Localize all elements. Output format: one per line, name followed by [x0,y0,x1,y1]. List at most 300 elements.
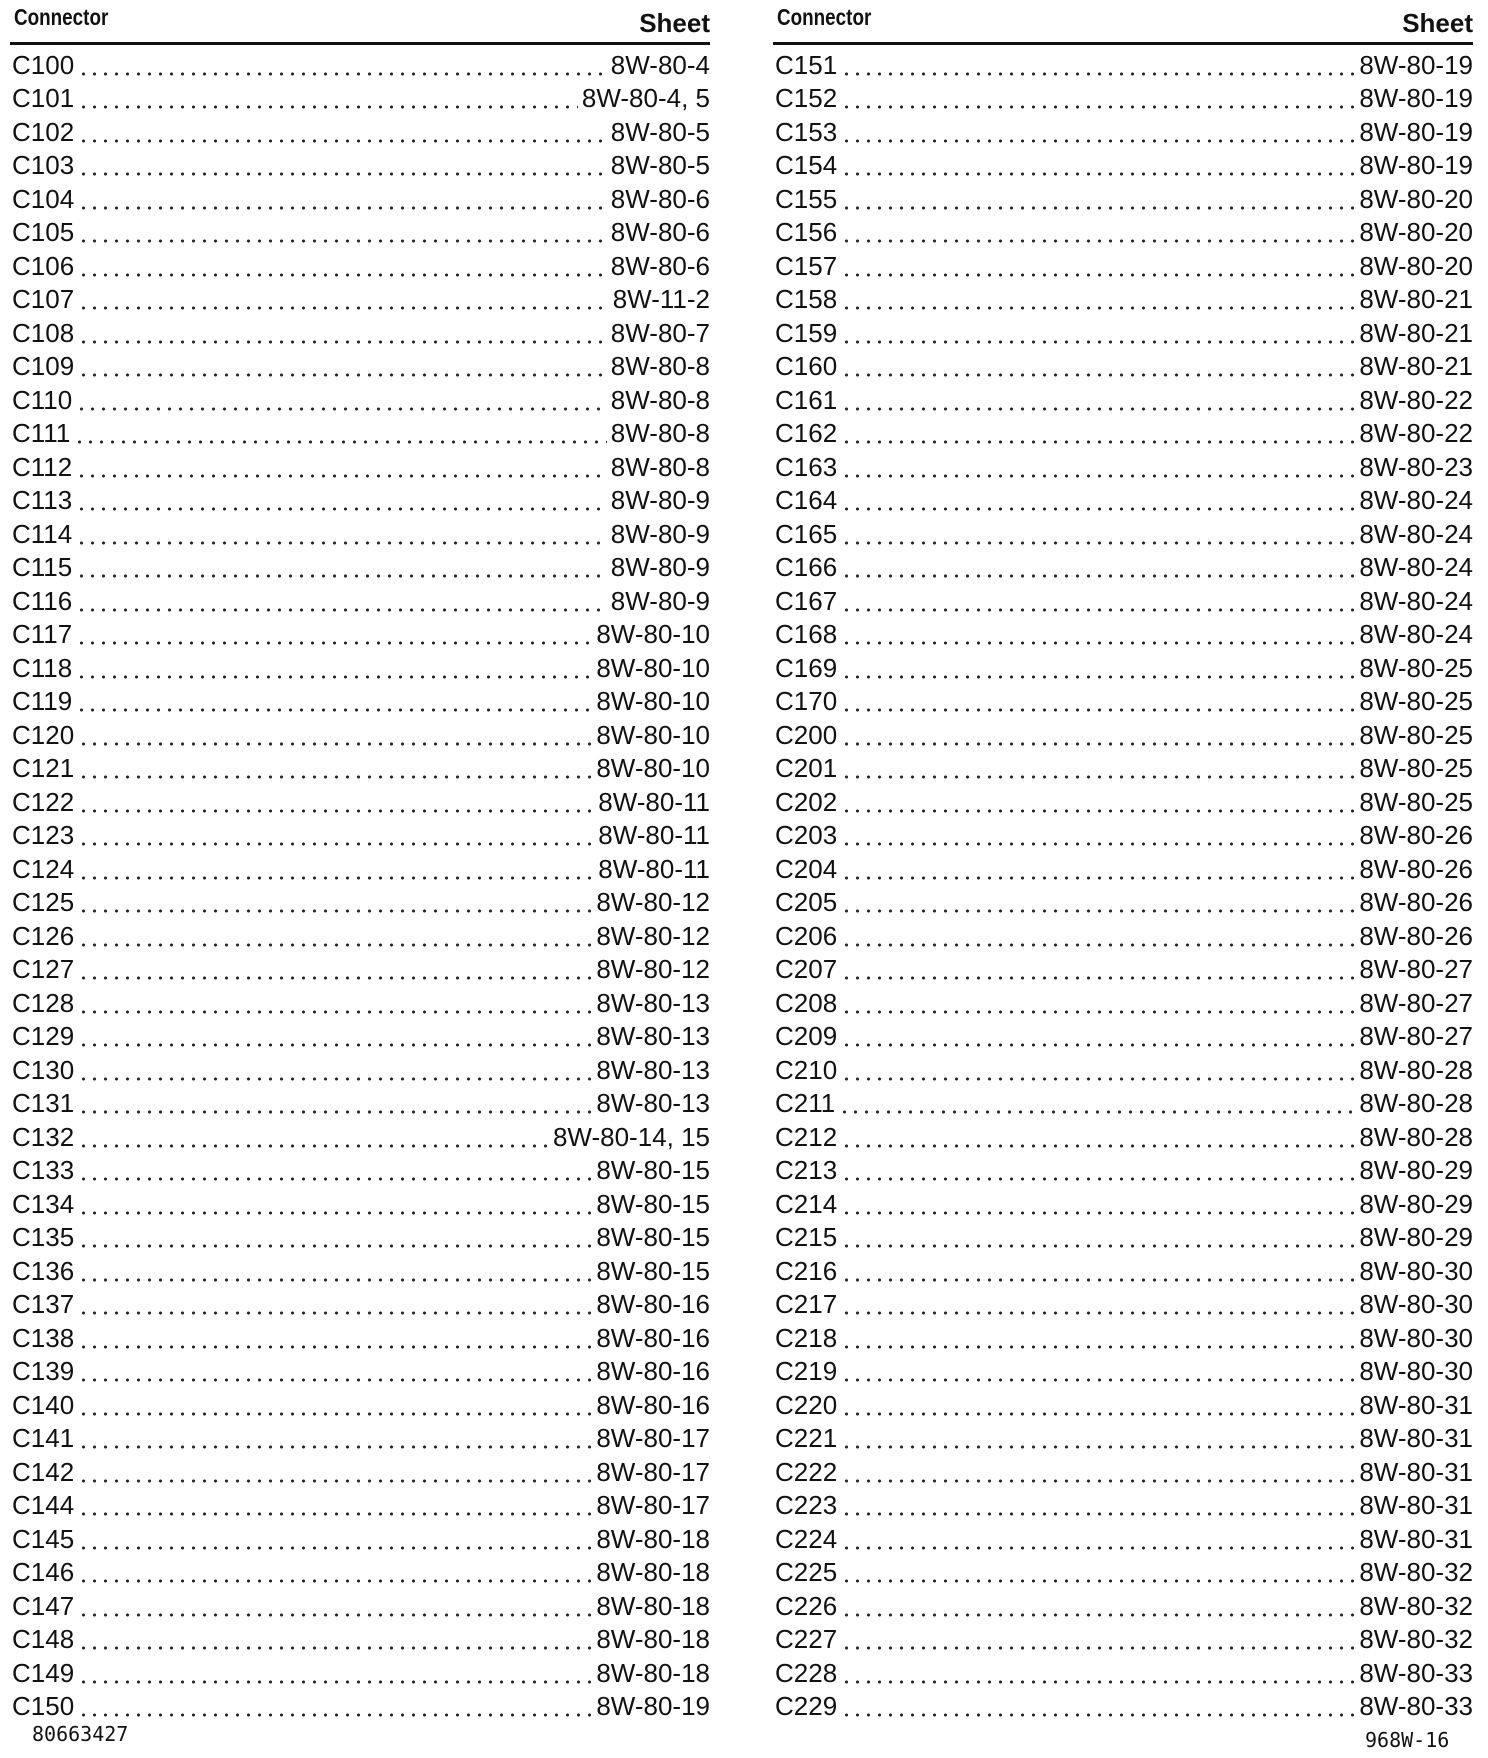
connector-column-heading: Connector [14,4,109,30]
sheet-reference: 8W-80-27 [1359,1021,1473,1052]
list-item [773,584,1473,618]
connector-id: C154 [775,150,838,181]
list-item [10,1589,710,1623]
connector-id: C229 [775,1691,838,1722]
dot-leader [78,1445,592,1449]
connector-id: C105 [12,217,75,248]
sheet-reference: 8W-80-22 [1359,418,1473,449]
connector-id: C124 [12,853,75,884]
connector-id: C114 [12,518,73,549]
sheet-reference: 8W-80-9 [610,585,710,616]
connector-id: C159 [775,317,838,348]
connector-id: C146 [12,1557,75,1588]
connector-id: C122 [12,786,75,817]
connector-id: C128 [12,987,75,1018]
connector-id: C155 [775,183,838,214]
dot-leader [78,1043,592,1047]
dot-leader [78,1278,592,1282]
sheet-reference: 8W-80-32 [1359,1557,1473,1588]
sheet-reference: 8W-80-9 [610,518,710,549]
list-item [10,350,710,384]
dot-leader [841,340,1355,344]
list-item [773,1087,1473,1121]
dot-leader [78,1680,592,1684]
connector-column-heading: Connector [777,4,872,30]
dot-leader [78,306,609,310]
dot-leader [841,1144,1355,1148]
dot-leader [841,440,1355,444]
sheet-reference: 8W-80-16 [596,1289,710,1320]
sheet-reference: 8W-80-32 [1359,1624,1473,1655]
connector-id: C141 [12,1423,75,1454]
list-item [10,283,710,317]
connector-id: C103 [12,150,75,181]
connector-id: C207 [775,954,838,985]
sheet-reference: 8W-80-19 [1359,83,1473,114]
sheet-reference: 8W-80-16 [596,1389,710,1420]
dot-leader [78,1144,549,1148]
connector-id: C210 [775,1054,838,1085]
sheet-reference: 8W-80-33 [1359,1691,1473,1722]
connector-id: C221 [775,1423,838,1454]
list-item [773,1388,1473,1422]
connector-id: C131 [12,1088,75,1119]
list-item [10,1221,710,1255]
sheet-reference: 8W-80-10 [596,652,710,683]
list-item [773,1690,1473,1724]
list-item [773,1422,1473,1456]
connector-id: C106 [12,250,75,281]
sheet-reference: 8W-80-24 [1359,485,1473,516]
dot-leader [841,1713,1355,1717]
dot-leader [841,474,1355,478]
list-item [773,852,1473,886]
connector-id: C100 [12,49,75,80]
sheet-reference: 8W-80-26 [1359,853,1473,884]
list-item [10,1489,710,1523]
connector-id: C217 [775,1289,838,1320]
list-item [10,1388,710,1422]
sheet-reference: 8W-80-21 [1359,351,1473,382]
connector-id: C166 [775,552,838,583]
dot-leader [78,139,607,143]
sheet-reference: 8W-80-9 [610,485,710,516]
list-item [10,618,710,652]
connector-id: C215 [775,1222,838,1253]
list-item [10,819,710,853]
sheet-reference: 8W-80-18 [596,1590,710,1621]
connector-id: C107 [12,284,75,315]
dot-leader [78,1646,592,1650]
sheet-reference: 8W-80-16 [596,1356,710,1387]
dot-leader [841,1077,1355,1081]
dot-leader [78,1211,592,1215]
sheet-reference: 8W-80-27 [1359,987,1473,1018]
list-item [773,1321,1473,1355]
list-item [773,1656,1473,1690]
sheet-reference: 8W-80-32 [1359,1590,1473,1621]
list-item [10,149,710,183]
list-item [773,1053,1473,1087]
connector-id: C104 [12,183,75,214]
connector-id: C211 [775,1088,836,1119]
sheet-reference: 8W-80-8 [610,418,710,449]
list-item [773,618,1473,652]
connector-id: C132 [12,1121,75,1152]
connector-id: C144 [12,1490,75,1521]
sheet-reference: 8W-80-16 [596,1322,710,1353]
sheet-reference: 8W-80-25 [1359,652,1473,683]
dot-leader [841,608,1355,612]
dot-leader [841,541,1355,545]
sheet-reference: 8W-80-17 [596,1456,710,1487]
dot-leader [841,909,1355,913]
dot-leader [78,775,592,779]
connector-id: C148 [12,1624,75,1655]
connector-id: C115 [12,552,73,583]
dot-leader [78,1244,592,1248]
connector-id: C165 [775,518,838,549]
sheet-reference: 8W-80-11 [598,786,710,817]
sheet-reference: 8W-80-24 [1359,552,1473,583]
sheet-reference: 8W-80-6 [610,217,710,248]
list-item [773,551,1473,585]
sheet-reference: 8W-80-12 [596,887,710,918]
sheet-reference: 8W-80-8 [610,451,710,482]
sheet-reference: 8W-80-13 [596,1021,710,1052]
connector-id: C101 [12,83,75,114]
list-item [773,1154,1473,1188]
dot-leader [78,340,607,344]
connector-id: C169 [775,652,838,683]
connector-id: C151 [775,49,838,80]
list-item [10,417,710,451]
dot-leader [841,976,1355,980]
list-item [773,115,1473,149]
list-item [10,1053,710,1087]
sheet-reference: 8W-80-31 [1359,1523,1473,1554]
list-item [10,450,710,484]
sheet-reference: 8W-80-18 [596,1624,710,1655]
dot-leader [841,1211,1355,1215]
sheet-column-heading: Sheet [639,8,710,38]
connector-id: C212 [775,1121,838,1152]
dot-leader [78,742,592,746]
list-item [773,1455,1473,1489]
list-item [773,718,1473,752]
dot-leader [841,1680,1355,1684]
column-header [10,0,710,45]
dot-leader [841,373,1355,377]
dot-leader [841,641,1355,645]
list-item [10,551,710,585]
dot-leader [76,574,607,578]
list-item [773,1623,1473,1657]
list-item [773,752,1473,786]
list-item [10,1187,710,1221]
list-item [10,1288,710,1322]
list-item [773,417,1473,451]
sheet-reference: 8W-80-25 [1359,753,1473,784]
sheet-reference: 8W-80-14, 15 [552,1121,710,1152]
dot-leader [78,1546,592,1550]
connector-id: C102 [12,116,75,147]
sheet-reference: 8W-80-15 [596,1155,710,1186]
connector-id: C110 [12,384,73,415]
dot-leader [841,876,1355,880]
connector-id: C126 [12,920,75,951]
list-item [773,48,1473,82]
list-item [10,752,710,786]
list-item [10,785,710,819]
sheet-reference: 8W-80-22 [1359,384,1473,415]
connector-id: C218 [775,1322,838,1353]
sheet-reference: 8W-80-10 [596,686,710,717]
dot-leader [78,1110,592,1114]
list-item [773,953,1473,987]
dot-leader [841,842,1355,846]
dot-leader [74,440,606,444]
list-item [10,919,710,953]
dot-leader [78,842,594,846]
sheet-reference: 8W-80-26 [1359,887,1473,918]
dot-leader [841,172,1355,176]
dot-leader [841,775,1355,779]
dot-leader [78,909,592,913]
list-item [10,182,710,216]
connector-id: C117 [12,619,73,650]
connector-id: C145 [12,1523,75,1554]
sheet-reference: 8W-80-18 [596,1523,710,1554]
connector-id: C216 [775,1255,838,1286]
sheet-reference: 8W-80-28 [1359,1121,1473,1152]
sheet-reference: 8W-80-15 [596,1188,710,1219]
page-number: 968W-16 [1365,1728,1450,1752]
list-item [10,1355,710,1389]
dot-leader [841,1177,1355,1181]
connector-id: C160 [775,351,838,382]
sheet-reference: 8W-80-4 [610,49,710,80]
connector-list [10,48,710,1723]
sheet-reference: 8W-80-31 [1359,1456,1473,1487]
list-item [10,1623,710,1657]
connector-id: C168 [775,619,838,650]
dot-leader [839,1110,1355,1114]
list-item [773,1020,1473,1054]
list-item [773,1254,1473,1288]
connector-id: C119 [12,686,73,717]
list-item [773,685,1473,719]
connector-id: C167 [775,585,838,616]
sheet-reference: 8W-80-30 [1359,1356,1473,1387]
dot-leader [78,1579,592,1583]
dot-leader [78,239,607,243]
dot-leader [841,675,1355,679]
connector-id: C157 [775,250,838,281]
dot-leader [841,708,1355,712]
list-item [10,1321,710,1355]
sheet-reference: 8W-80-10 [596,719,710,750]
list-item [773,886,1473,920]
list-item [10,1087,710,1121]
list-item [10,1690,710,1724]
sheet-reference: 8W-80-8 [610,384,710,415]
list-item [10,82,710,116]
dot-leader [841,72,1355,76]
list-item [10,886,710,920]
dot-leader [841,1244,1355,1248]
sheet-reference: 8W-80-31 [1359,1490,1473,1521]
dot-leader [78,1077,592,1081]
sheet-reference: 8W-80-13 [596,987,710,1018]
connector-id: C225 [775,1557,838,1588]
list-item [773,249,1473,283]
dot-leader [841,507,1355,511]
connector-id: C129 [12,1021,75,1052]
list-item [10,651,710,685]
connector-id: C137 [12,1289,75,1320]
sheet-reference: 8W-80-29 [1359,1222,1473,1253]
connector-id: C226 [775,1590,838,1621]
list-item [773,383,1473,417]
connector-id: C228 [775,1657,838,1688]
dot-leader [841,1278,1355,1282]
list-item [773,283,1473,317]
sheet-reference: 8W-80-9 [610,552,710,583]
dot-leader [78,876,594,880]
dot-leader [78,1378,592,1382]
connector-id: C147 [12,1590,75,1621]
list-item [10,718,710,752]
sheet-column-heading: Sheet [1402,8,1473,38]
sheet-reference: 8W-80-20 [1359,217,1473,248]
list-item [773,1120,1473,1154]
connector-id: C220 [775,1389,838,1420]
list-item [10,852,710,886]
list-item [10,1120,710,1154]
dot-leader [78,1345,592,1349]
sheet-reference: 8W-80-11 [598,820,710,851]
dot-leader [841,306,1355,310]
connector-id: C120 [12,719,75,750]
dot-leader [76,675,592,679]
connector-id: C113 [12,485,73,516]
connector-id: C133 [12,1155,75,1186]
list-item [10,383,710,417]
connector-id: C109 [12,351,75,382]
dot-leader [841,742,1355,746]
connector-id: C139 [12,1356,75,1387]
connector-id: C214 [775,1188,838,1219]
connector-id: C118 [12,652,73,683]
sheet-reference: 8W-80-27 [1359,954,1473,985]
connector-id: C209 [775,1021,838,1052]
list-item [773,350,1473,384]
connector-id: C224 [775,1523,838,1554]
list-item [10,1254,710,1288]
dot-leader [841,1579,1355,1583]
sheet-reference: 8W-80-11 [598,853,710,884]
dot-leader [841,1479,1355,1483]
dot-leader [78,72,607,76]
connector-id: C170 [775,686,838,717]
dot-leader [841,1378,1355,1382]
list-item [10,986,710,1020]
connector-id: C223 [775,1490,838,1521]
list-item [10,584,710,618]
sheet-reference: 8W-80-25 [1359,719,1473,750]
list-item [773,1221,1473,1255]
list-item [773,82,1473,116]
sheet-reference: 8W-80-6 [610,183,710,214]
list-item [10,249,710,283]
connector-id: C208 [775,987,838,1018]
sheet-reference: 8W-80-13 [596,1054,710,1085]
connector-id: C200 [775,719,838,750]
list-item [773,1489,1473,1523]
dot-leader [841,809,1355,813]
dot-leader [841,943,1355,947]
sheet-reference: 8W-80-28 [1359,1088,1473,1119]
list-item [10,1455,710,1489]
dot-leader [78,1479,592,1483]
dot-leader [76,641,592,645]
dot-leader [78,172,607,176]
list-item [10,1556,710,1590]
connector-id: C134 [12,1188,75,1219]
list-item [773,1187,1473,1221]
sheet-reference: 8W-80-21 [1359,317,1473,348]
sheet-reference: 8W-80-15 [596,1255,710,1286]
list-item [773,819,1473,853]
dot-leader [78,1512,592,1516]
list-item [773,450,1473,484]
connector-id: C130 [12,1054,75,1085]
sheet-reference: 8W-80-10 [596,753,710,784]
connector-id: C204 [775,853,838,884]
dot-leader [841,1043,1355,1047]
list-item [10,484,710,518]
connector-id: C142 [12,1456,75,1487]
list-item [773,182,1473,216]
connector-id: C201 [775,753,838,784]
sheet-reference: 8W-80-31 [1359,1389,1473,1420]
list-item [773,1556,1473,1590]
connector-id: C111 [12,418,71,449]
list-item [773,216,1473,250]
sheet-reference: 8W-80-28 [1359,1054,1473,1085]
connector-id: C203 [775,820,838,851]
dot-leader [78,206,607,210]
connector-id: C205 [775,887,838,918]
dot-leader [76,608,607,612]
connector-id: C150 [12,1691,75,1722]
sheet-reference: 8W-80-29 [1359,1188,1473,1219]
connector-id: C156 [775,217,838,248]
connector-id: C158 [775,284,838,315]
sheet-reference: 8W-80-17 [596,1423,710,1454]
list-item [10,1522,710,1556]
sheet-reference: 8W-80-26 [1359,820,1473,851]
connector-id: C112 [12,451,73,482]
sheet-reference: 8W-80-8 [610,351,710,382]
dot-leader [78,1713,592,1717]
sheet-reference: 8W-80-25 [1359,686,1473,717]
connector-id: C153 [775,116,838,147]
list-item [773,1288,1473,1322]
dot-leader [78,1311,592,1315]
sheet-reference: 8W-80-24 [1359,619,1473,650]
